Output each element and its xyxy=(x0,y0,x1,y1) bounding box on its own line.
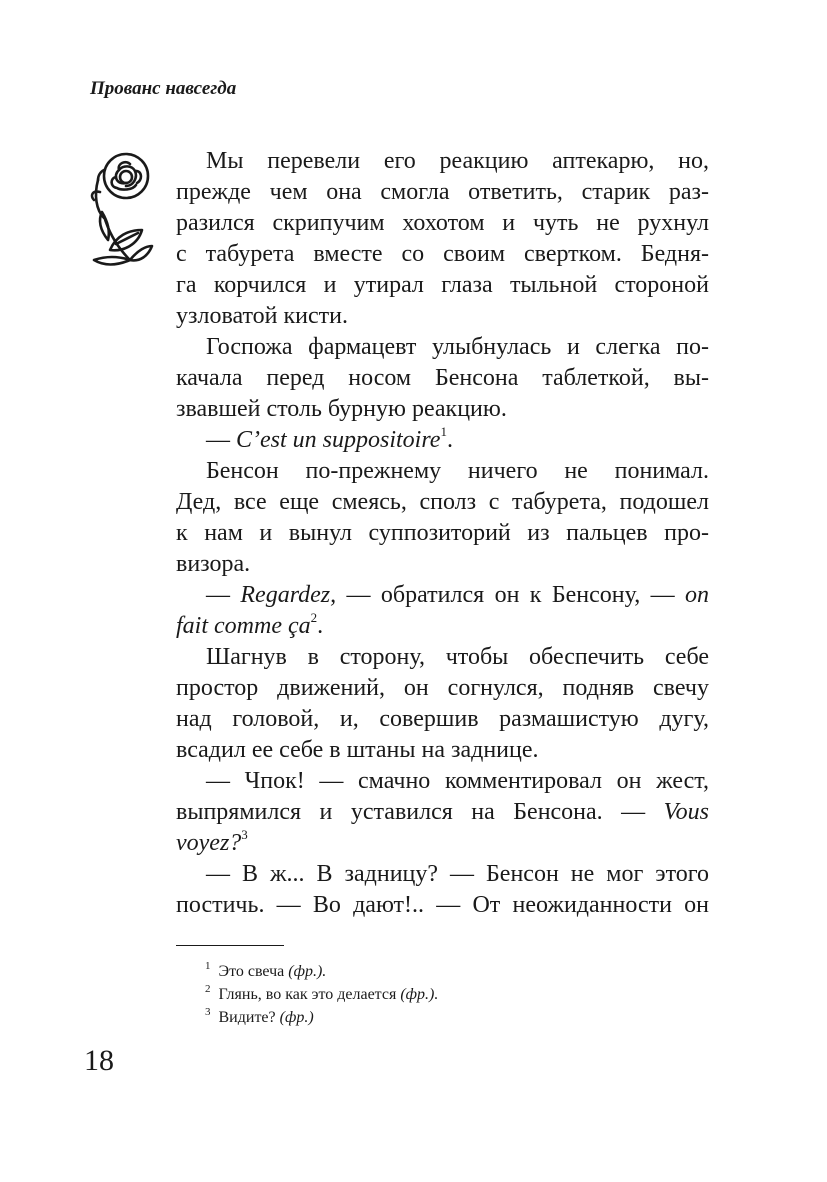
text-line: прежде чем она смогла ответить, старик раз- xyxy=(176,179,709,205)
text-line: Госпожа фармацевт улыбнулась и слегка по- xyxy=(206,334,709,360)
text-line: разился скрипучим хохотом и чуть не рухнул xyxy=(176,210,709,236)
text-line: визора. xyxy=(176,551,251,577)
body-text xyxy=(176,146,709,921)
text-line: постичь. — Во дают!.. — От неожиданности он xyxy=(176,892,709,918)
text-line: всадил ее себе в штаны на заднице. xyxy=(176,737,539,763)
text-line: узловатой кисти. xyxy=(176,303,349,329)
text-line: качала перед носом Бенсона таблеткой, вы- xyxy=(176,365,709,391)
text-line-dialogue: fait comme $ça^2$. xyxy=(176,610,324,639)
footnote: $^1$ Это свеча (фр.). xyxy=(205,959,327,980)
french-phrase: on xyxy=(685,582,709,608)
text-line: звавшей столь бурную реакцию. xyxy=(176,396,507,422)
text-line-dialogue xyxy=(176,828,709,859)
page-number: 18 xyxy=(84,1044,114,1077)
footnote-ref: 3 xyxy=(241,827,248,842)
french-phrase: voyez? xyxy=(176,830,242,856)
text-line-dialogue: — C’est un suppositoire$^1$. xyxy=(206,424,453,453)
footnote-ref: 2 xyxy=(310,610,318,625)
text-line: Мы перевели его реакцию аптекарю, но, xyxy=(206,148,709,174)
text-line: — Чпок! — смачно комментировал он жест, xyxy=(206,768,709,794)
text-line: к нам и вынул суппозиторий из пальцев про- xyxy=(176,520,709,546)
footnote-ref: 1 xyxy=(440,424,447,439)
french-phrase: C’est un suppositoire xyxy=(236,427,441,453)
footnote: $^2$ Глянь, во как это делается (фр.). xyxy=(205,982,439,1003)
french-phrase: Vous xyxy=(663,799,709,825)
running-head: Прованс навсегда xyxy=(90,78,237,99)
footnotes xyxy=(205,960,438,1029)
text-line: с табурета вместе со своим свертком. Бедня- xyxy=(176,241,709,267)
text-line: простор движений, он согнулся, подняв свечу xyxy=(176,675,709,701)
text-line: Шагнув в сторону, чтобы обеспечить себе xyxy=(206,644,709,670)
footnote-separator xyxy=(176,945,284,946)
text-line-dialogue: выпрямился и уставился на Бенсона. — Vous xyxy=(176,799,709,825)
french-phrase: Regardez, xyxy=(240,582,337,608)
text-line: — В ж... В задницу? — Бенсон не мог этого xyxy=(206,861,709,887)
text-line: над головой, и, совершив размашистую дугу, xyxy=(176,706,709,732)
text-line: Бенсон по-прежнему ничего не понимал. xyxy=(206,458,709,484)
footnote: $^3$ Видите? (фр.) xyxy=(205,1005,314,1026)
french-phrase: fait comme ça xyxy=(176,613,311,639)
text-line: Дед, все еще смеясь, сполз с табурета, подошел xyxy=(176,489,709,515)
text-line: га корчился и утирал глаза тыльной стороной xyxy=(176,272,709,298)
rose-ornament-icon xyxy=(86,150,158,270)
text-line-dialogue: — Regardez, — обратился он к Бенсону, — on xyxy=(206,582,709,608)
